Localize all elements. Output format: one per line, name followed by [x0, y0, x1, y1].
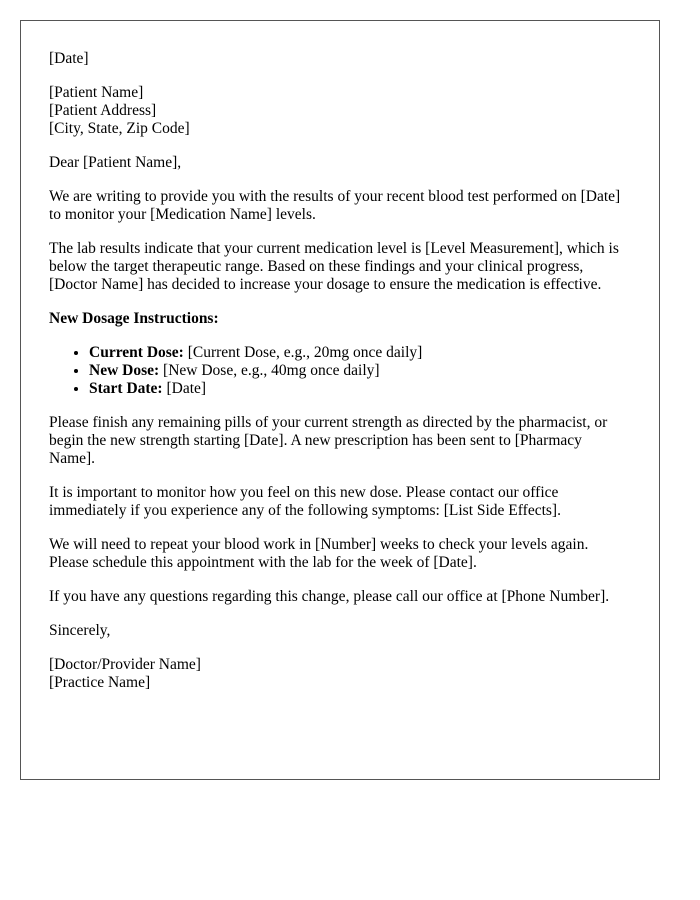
questions-paragraph: If you have any questions regarding this change, please call our office at [Phone Number].	[49, 588, 610, 605]
monitor-paragraph: It is important to monitor how you feel on this new dose. Please contact our office immediately if you experience any of the following symptoms: [List Side Effects].	[49, 484, 561, 519]
recipient-address-block	[49, 84, 631, 138]
dosage-item-start-date	[89, 380, 631, 398]
intro-paragraph: We are writing to provide you with the results of your recent blood test performed on [Date] to monitor your [Medication Name] levels.	[49, 188, 621, 223]
signature-block	[49, 656, 631, 692]
patient-address: [Patient Address]	[49, 102, 157, 119]
letter-date: [Date]	[49, 50, 89, 67]
dosage-heading: New Dosage Instructions:	[49, 310, 219, 327]
patient-name: [Patient Name]	[49, 84, 144, 101]
practice-name: [Practice Name]	[49, 674, 151, 691]
pharmacy-paragraph: Please finish any remaining pills of your current strength as directed by the pharmacist, or begin the new strength starting [Date]. A new prescription has been sent to [Pharmacy Name].	[49, 414, 608, 467]
provider-name: [Doctor/Provider Name]	[49, 656, 201, 673]
dosage-item-label: Current Dose:	[89, 344, 184, 361]
closing: Sincerely,	[49, 622, 111, 639]
dosage-item-label: Start Date:	[89, 380, 163, 397]
salutation: Dear [Patient Name],	[49, 154, 182, 171]
dosage-item-label: New Dose:	[89, 362, 160, 379]
dosage-list	[49, 344, 631, 398]
patient-city-state-zip: [City, State, Zip Code]	[49, 120, 190, 137]
dosage-item-value: [Current Dose, e.g., 20mg once daily]	[183, 344, 423, 361]
dosage-item-value: [Date]	[162, 380, 207, 397]
results-paragraph: The lab results indicate that your current medication level is [Level Measurement], which is below the target therapeutic range. Based on these findings and your clinical progress, [Doctor Name] has decided to increase your dosage to ensure the medication is effective.	[49, 240, 619, 293]
dosage-item-value: [New Dose, e.g., 40mg once daily]	[159, 362, 380, 379]
bloodwork-paragraph: We will need to repeat your blood work in [Number] weeks to check your levels again. Please schedule this appointment with the lab for the week of [Date].	[49, 536, 589, 571]
dosage-item-new	[89, 362, 631, 380]
letter-page	[20, 20, 660, 780]
dosage-item-current	[89, 344, 631, 362]
